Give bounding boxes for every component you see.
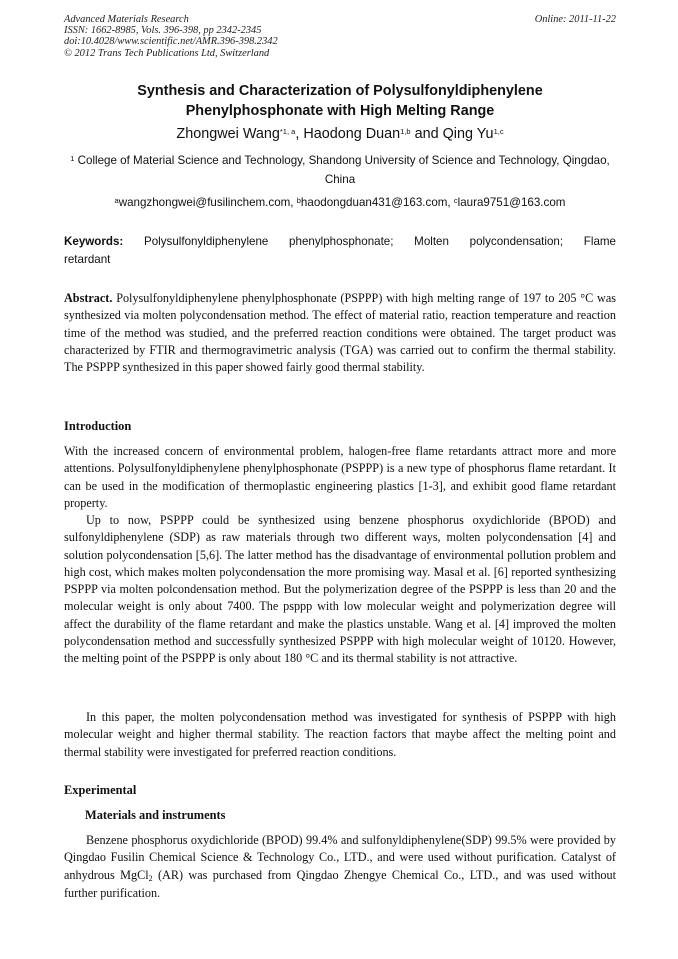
doi-line: doi:10.4028/www.scientific.net/AMR.396-398.2342	[64, 36, 278, 48]
author-separator: and	[410, 126, 443, 142]
affiliation	[64, 151, 616, 190]
email-c: laura9751@163.com	[457, 196, 566, 209]
copyright-line: © 2012 Trans Tech Publications Ltd, Switzerland	[64, 47, 270, 59]
issn-line: ISSN: 1662-8985, Vols. 396-398, pp 2342-2345	[64, 25, 262, 37]
keywords-label: Keywords:	[64, 235, 124, 248]
author-3: Qing Yu	[442, 126, 494, 142]
experimental-heading: Experimental	[64, 783, 137, 797]
email-a: wangzhongwei@fusilinchem.com,	[118, 196, 297, 209]
introduction-paragraph-3: In this paper, the molten polycondensation method was investigated for synthesis of PSPPP with high molecular weight and higher thermal stability. The reaction factors that maybe affect the melting point and thermal stability were investigated for preferred reaction conditions.	[64, 710, 616, 759]
author-2: Haodong Duan	[303, 126, 401, 142]
experimental-text: Benzene phosphorus oxydichloride (BPOD) 99.4% and sulfonyldiphenylene(SDP) 99.5% were provided by Qingdao Fusilin Chemical Science & Technology Co., LTD., and were used without purification. Catalyst of anhydrous MgCl	[64, 833, 616, 882]
journal-name: Advanced Materials Research	[64, 14, 189, 25]
experimental-paragraph-1	[64, 832, 616, 902]
author-separator: ,	[295, 126, 304, 142]
email-list	[64, 195, 616, 211]
author-1: Zhongwei Wang	[176, 126, 280, 142]
introduction-paragraph-2: Up to now, PSPPP could be synthesized using benzene phosphorus oxydichloride (BPOD) and sulfonyldiphenylene (SDP) as raw materials through two different ways, molten polycondensation [4] and solution polycondensation [5,6]. The latter method has the disadvantage of environmental pollution problem and high cost, which makes molten polycondensation the more promising way. Masal et al. [6] reported synthesizing PSPPP via molten polcondensation method. But the polymerization degree of the PSPPP is less than 20 and the molecular weight is only about 7400. The psppp with low molecular weight and polymerization degree will affect the durability of the flame retardant and make the plastics unstable. Wang et al. [4] improved the molten polycondensation method and successfully synthesized PSPPP with high molecular weight of 10120. However, the melting point of the PSPPP is only about 180 °C and its thermal stability is not attractive.	[64, 513, 616, 666]
email-mark-c: c	[453, 196, 458, 205]
materials-subheading: Materials and instruments	[85, 808, 226, 822]
abstract	[64, 290, 616, 376]
email-mark-a: a	[114, 196, 119, 205]
title-line-2: Phenylphosphonate with High Melting Range	[185, 103, 495, 119]
email-b: haodongduan431@163.com,	[300, 196, 454, 209]
subscript: 2	[148, 873, 153, 883]
email-mark-b: b	[296, 196, 301, 205]
keywords	[64, 233, 616, 269]
affiliation-text: College of Material Science and Technology, Shandong University of Science and Technology, Qingdao, China	[77, 154, 610, 187]
author-2-affil: 1,b	[400, 127, 411, 136]
experimental-text-rest: (AR) was purchased from Qingdao Zhengye Chemical Co., LTD., and was used without further purification.	[64, 867, 616, 900]
affiliation-mark: 1	[70, 154, 75, 163]
online-date: Online: 2011-11-22	[534, 14, 616, 25]
title-line-1: Synthesis and Characterization of Polysulfonyldiphenylene	[137, 83, 543, 99]
author-1-affil: *1, a	[279, 127, 296, 136]
introduction-paragraph-1: With the increased concern of environmental problem, halogen-free flame retardants attract more and more attentions. Polysulfonyldiphenylene phenylphosphonate (PSPPP) is a new type of phosphorus flame retardant. It can be used in the modification of thermoplastic engineering plastics [1-3], and exhibit good flame retardant property.	[64, 444, 616, 510]
author-3-affil: 1,c	[493, 127, 504, 136]
journal-header	[64, 14, 616, 59]
keywords-text: Polysulfonyldiphenylene phenylphosphonate; Molten polycondensation; Flame retardant	[64, 235, 616, 266]
author-list	[64, 124, 616, 144]
introduction-heading: Introduction	[64, 419, 132, 433]
abstract-text: Polysulfonyldiphenylene phenylphosphonate (PSPPP) with high melting range of 197 to 205 °C was synthesized via molten polycondensation method. The effect of material ratio, reaction temperature and reaction time of the method was studied, and the preferred reaction conditions were obtained. The target product was characterized by FTIR and thermogravimetric analysis (TGA) was carried out to confirm the thermal stability. The PSPPP synthesized in this paper showed fairly good thermal stability.	[64, 291, 616, 375]
abstract-label: Abstract.	[64, 291, 113, 305]
paper-title	[64, 81, 616, 121]
